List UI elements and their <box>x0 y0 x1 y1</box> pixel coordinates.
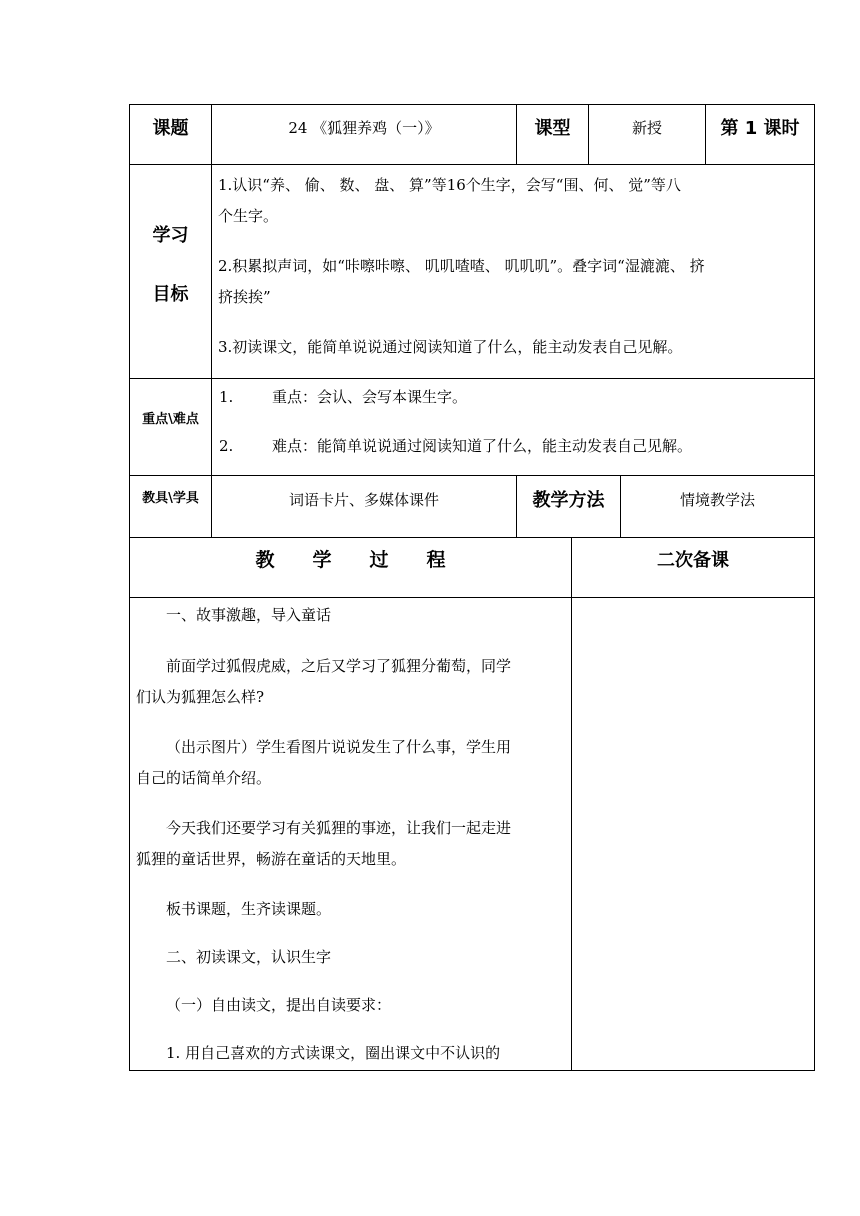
type-value: 新授 <box>631 119 662 137</box>
table-border-right <box>814 104 815 1071</box>
process-heading: 教 学 过 程 <box>255 549 446 571</box>
objective-2-line1: 2.积累拟声词，如“咔嚓咔嚓、 叽叽喳喳、 叽叽叽”。叠字词“湿漉漉、 挤 <box>218 257 705 275</box>
period-label: 第 1 课时 <box>720 118 800 139</box>
subject-label: 课题 <box>152 118 189 139</box>
process-line: 二、初读课文，认识生字 <box>166 948 332 966</box>
keypoint-2-number: 2. <box>219 437 234 455</box>
objectives-label-line1: 学习 <box>152 225 189 246</box>
process-line: 狐狸的童话世界，畅游在童话的天地里。 <box>136 850 407 868</box>
keypoint-2-text: 难点：能简单说说通过阅读知道了什么，能主动发表自己见解。 <box>272 437 693 455</box>
objective-1-line2: 个生字。 <box>218 207 279 225</box>
table-border-left <box>129 104 130 1071</box>
table-border-top <box>129 104 815 105</box>
process-line: 一、故事激趣，导入童话 <box>166 606 332 624</box>
keypoint-1-text: 重点：会认、会写本课生字。 <box>272 388 468 406</box>
process-line: 前面学过狐假虎威，之后又学习了狐狸分葡萄，同学 <box>166 657 512 675</box>
process-line: 们认为狐狸怎么样? <box>136 688 265 706</box>
process-line: （一）自由读文，提出自读要求： <box>166 996 392 1014</box>
keypoint-1-number: 1. <box>219 388 234 406</box>
process-line: 1. 用自己喜欢的方式读课文，圈出课文中不认识的 <box>166 1044 501 1062</box>
type-label: 课型 <box>534 118 571 139</box>
objective-1-line1: 1.认识“养、 偷、 数、 盘、 算”等16个生字，会写“围、何、 觉”等八 <box>218 176 681 194</box>
row-divider-process-heading <box>129 597 815 598</box>
method-label: 教学方法 <box>532 490 605 511</box>
tools-value: 词语卡片、多媒体课件 <box>288 491 439 509</box>
objectives-label-line2: 目标 <box>152 284 189 305</box>
process-line: （出示图片）学生看图片说说发生了什么事，学生用 <box>166 738 512 756</box>
row-divider-keypoints <box>129 475 815 476</box>
row-divider-tools <box>129 537 815 538</box>
row-divider-objectives <box>129 378 815 379</box>
process-line: 今天我们还要学习有关狐狸的事迹，让我们一起走进 <box>166 819 512 837</box>
col-divider-label <box>211 104 212 537</box>
process-line: 自己的话简单介绍。 <box>136 769 272 787</box>
process-line: 板书课题，生齐读课题。 <box>166 900 332 918</box>
row-divider-header <box>129 164 815 165</box>
table-border-bottom <box>129 1070 815 1071</box>
col-divider-process <box>571 537 572 1071</box>
objective-3: 3.初读课文，能简单说说通过阅读知道了什么，能主动发表自己见解。 <box>218 338 683 356</box>
tools-label: 教具\学具 <box>142 491 199 506</box>
objective-2-line2: 挤挨挨” <box>218 288 271 306</box>
keypoints-label: 重点\难点 <box>142 412 199 427</box>
method-value: 情境教学法 <box>679 491 755 509</box>
second-preparation-heading: 二次备课 <box>657 550 729 571</box>
subject-value: 24 《狐狸养鸡（一）》 <box>288 119 440 137</box>
